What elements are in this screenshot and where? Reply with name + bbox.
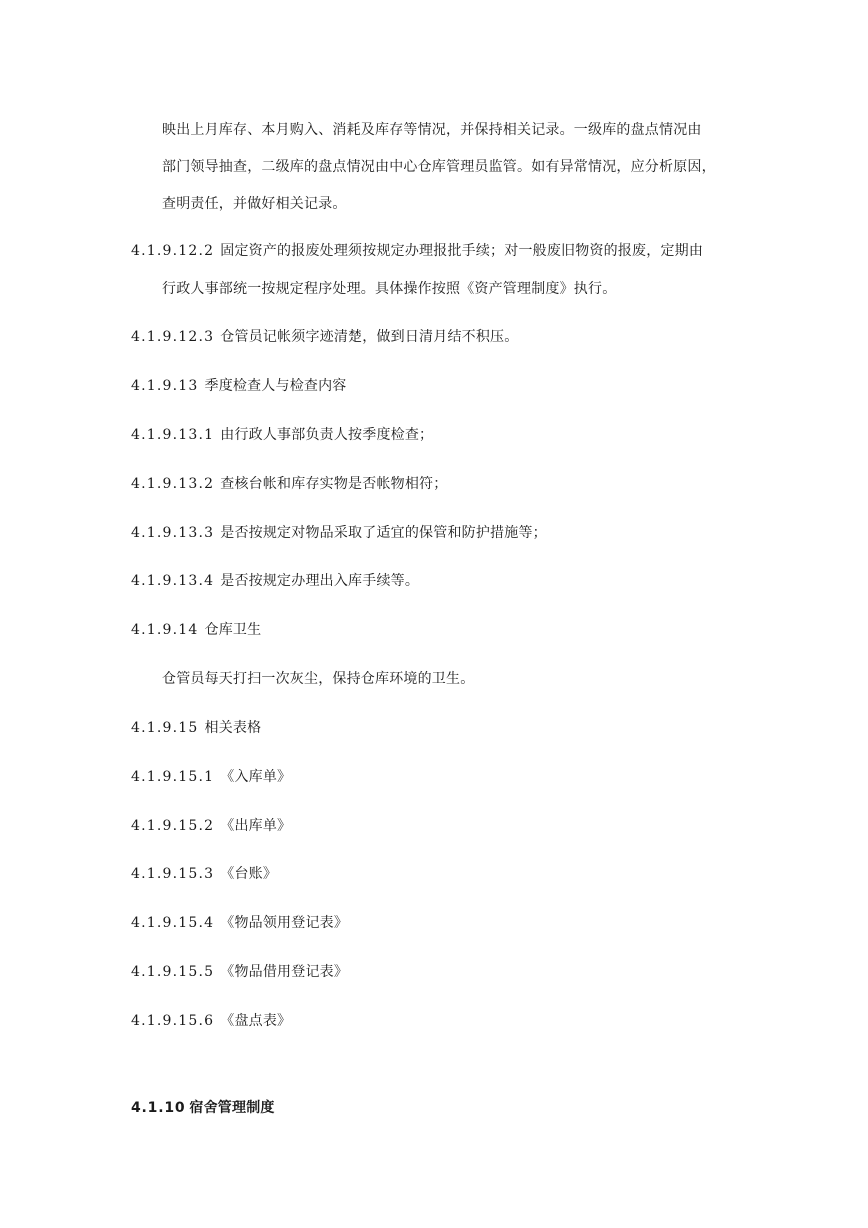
clause-text: 查核台帐和库存实物是否帐物相符；	[220, 476, 448, 492]
clause-number: 4.1.9.15.3	[131, 866, 215, 882]
clause-number: 4.1.9.13.1	[131, 427, 215, 443]
paragraph-line-1: 映出上月库存、本月购入、消耗及库存等情况，并保持相关记录。一级库的盘点情况由	[162, 122, 702, 138]
clause-number: 4.1.9.15.4	[131, 915, 215, 931]
clause-number: 4.1.9.12.2	[131, 243, 215, 259]
clause-4-1-9-15-6	[131, 1011, 291, 1031]
clause-4-1-9-15-3	[131, 864, 277, 884]
section-title: 宿舍管理制度	[189, 1100, 275, 1116]
clause-number: 4.1.9.15.1	[131, 769, 215, 785]
clause-number: 4.1.9.13	[131, 378, 199, 394]
clause-text: 是否按规定对物品采取了适宜的保管和防护措施等；	[220, 525, 547, 541]
clause-4-1-9-12-2	[131, 241, 703, 261]
clause-4-1-9-15-1	[131, 767, 291, 787]
clause-text: 仓管员记帐须字迹清楚，做到日清月结不积压。	[220, 329, 519, 345]
paragraph-line-2: 部门领导抽查，二级库的盘点情况由中心仓库管理员监管。如有异常情况，应分析原因，	[162, 159, 716, 175]
paragraph-line-3: 查明责任，并做好相关记录。	[162, 196, 347, 212]
clause-4-1-9-15-2	[131, 816, 291, 836]
clause-number: 4.1.9.15	[131, 720, 199, 736]
clause-text: 相关表格	[204, 720, 262, 736]
clause-4-1-9-15	[131, 718, 261, 738]
clause-4-1-9-13-2	[131, 474, 447, 494]
clause-text: 《台账》	[220, 866, 278, 882]
clause-4-1-9-15-4	[131, 913, 348, 933]
clause-number: 4.1.9.13.2	[131, 476, 215, 492]
clause-number: 4.1.9.15.2	[131, 818, 215, 834]
clause-text: 《物品领用登记表》	[220, 915, 349, 931]
clause-4-1-9-12-3	[131, 327, 518, 347]
clause-4-1-9-13	[131, 376, 347, 396]
section-heading	[131, 1098, 275, 1118]
clause-text: 是否按规定办理出入库手续等。	[220, 573, 420, 589]
clause-4-1-9-14-cont: 仓管员每天打扫一次灰尘，保持仓库环境的卫生。	[162, 671, 475, 687]
clause-text: 《入库单》	[220, 769, 292, 785]
clause-4-1-9-13-1	[131, 425, 433, 445]
clause-text: 《盘点表》	[220, 1013, 292, 1029]
clause-4-1-9-13-3	[131, 523, 547, 543]
clause-text: 仓库卫生	[204, 622, 262, 638]
clause-number: 4.1.9.12.3	[131, 329, 215, 345]
clause-4-1-9-13-4	[131, 571, 419, 591]
clause-number: 4.1.9.13.4	[131, 573, 215, 589]
clause-4-1-9-15-5	[131, 962, 348, 982]
clause-number: 4.1.9.15.5	[131, 964, 215, 980]
clause-4-1-9-14	[131, 620, 261, 640]
section-number: 4.1.10	[131, 1100, 186, 1116]
clause-number: 4.1.9.15.6	[131, 1013, 215, 1029]
clause-number: 4.1.9.13.3	[131, 525, 215, 541]
clause-number: 4.1.9.14	[131, 622, 199, 638]
clause-text: 固定资产的报废处理须按规定办理报批手续；对一般废旧物资的报废，定期由	[220, 243, 704, 259]
clause-text: 由行政人事部负责人按季度检查；	[220, 427, 434, 443]
clause-text: 《出库单》	[220, 818, 292, 834]
clause-text: 季度检查人与检查内容	[204, 378, 347, 394]
clause-4-1-9-12-2-cont: 行政人事部统一按规定程序处理。具体操作按照《资产管理制度》执行。	[162, 281, 617, 297]
clause-text: 《物品借用登记表》	[220, 964, 349, 980]
